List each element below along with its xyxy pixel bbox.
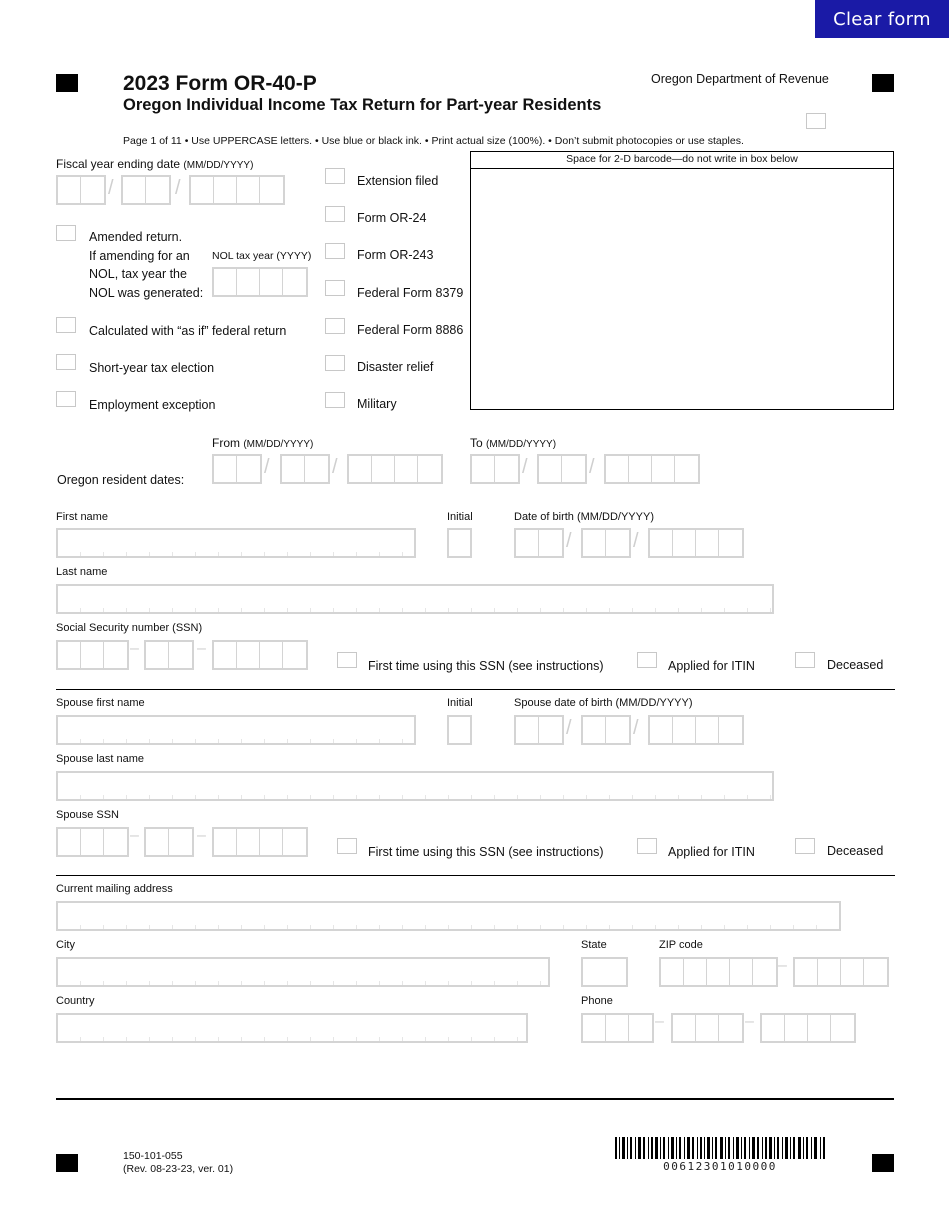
fiscal-month-field[interactable] bbox=[56, 175, 106, 205]
linear-barcode bbox=[615, 1137, 827, 1159]
ssn-label: Social Security number (SSN) bbox=[56, 622, 203, 634]
phone-separator: – bbox=[655, 1013, 664, 1030]
section-divider bbox=[56, 875, 895, 876]
short-year-label: Short-year tax election bbox=[89, 361, 215, 375]
country-label: Country bbox=[56, 995, 95, 1007]
form-revision: (Rev. 08-23-23, ver. 01) bbox=[123, 1163, 234, 1175]
spouse-dob-year-field[interactable] bbox=[648, 715, 744, 745]
fiscal-year-field[interactable] bbox=[189, 175, 285, 205]
or243-label: Form OR-243 bbox=[357, 248, 434, 262]
f8886-checkbox[interactable] bbox=[325, 318, 345, 334]
resident-from-month[interactable] bbox=[212, 454, 262, 484]
resident-to-label: To (MM/DD/YYYY) bbox=[470, 436, 557, 450]
barcode-space-box bbox=[470, 151, 894, 410]
state-label: State bbox=[581, 939, 607, 951]
first-time-ssn-checkbox[interactable] bbox=[337, 652, 357, 668]
mailing-address-field[interactable] bbox=[56, 901, 841, 931]
dob-day-field[interactable] bbox=[581, 528, 631, 558]
spouse-ssn-part2-field[interactable] bbox=[144, 827, 194, 857]
header-checkbox[interactable] bbox=[806, 113, 826, 129]
dob-year-field[interactable] bbox=[648, 528, 744, 558]
spouse-ssn-part3-field[interactable] bbox=[212, 827, 308, 857]
ssn-separator: – bbox=[197, 827, 206, 844]
deceased-label: Deceased bbox=[827, 658, 884, 672]
state-field[interactable] bbox=[581, 957, 628, 987]
date-separator: / bbox=[332, 456, 338, 478]
extension-filed-label: Extension filed bbox=[357, 174, 439, 188]
date-separator: / bbox=[589, 456, 595, 478]
city-field[interactable] bbox=[56, 957, 550, 987]
dob-month-field[interactable] bbox=[514, 528, 564, 558]
spouse-itin-checkbox[interactable] bbox=[637, 838, 657, 854]
footer-divider bbox=[56, 1098, 894, 1100]
form-title: 2023 Form OR-40-P bbox=[123, 72, 317, 95]
date-separator: / bbox=[108, 177, 114, 199]
first-name-field[interactable] bbox=[56, 528, 416, 558]
as-if-label: Calculated with “as if” federal return bbox=[89, 324, 287, 338]
military-label: Military bbox=[357, 397, 397, 411]
employment-exception-checkbox[interactable] bbox=[56, 391, 76, 407]
spouse-first-time-ssn-checkbox[interactable] bbox=[337, 838, 357, 854]
spouse-first-name-field[interactable] bbox=[56, 715, 416, 745]
form-instructions: Page 1 of 11 • Use UPPERCASE letters. • Use blue or black ink. • Print actual size (100%). • Don’t submit photocopies or use staples. bbox=[123, 135, 744, 147]
date-separator: / bbox=[175, 177, 181, 199]
registration-mark bbox=[872, 74, 894, 92]
date-separator: / bbox=[633, 530, 639, 552]
military-checkbox[interactable] bbox=[325, 392, 345, 408]
spouse-last-name-field[interactable] bbox=[56, 771, 774, 801]
f8379-checkbox[interactable] bbox=[325, 280, 345, 296]
f8379-label: Federal Form 8379 bbox=[357, 286, 464, 300]
dob-label: Date of birth (MM/DD/YYYY) bbox=[514, 511, 654, 523]
amend-nol-text: If amending for an bbox=[89, 249, 190, 263]
resident-to-year[interactable] bbox=[604, 454, 700, 484]
barcode-space-header: Space for 2-D barcode—do not write in box below bbox=[471, 152, 893, 169]
clear-form-button[interactable]: Clear form bbox=[815, 0, 949, 38]
registration-mark bbox=[56, 1154, 78, 1172]
form-number: 150-101-055 bbox=[123, 1150, 183, 1162]
amended-return-checkbox[interactable] bbox=[56, 225, 76, 241]
date-separator: / bbox=[264, 456, 270, 478]
date-separator: / bbox=[522, 456, 528, 478]
spouse-deceased-label: Deceased bbox=[827, 844, 884, 858]
or24-label: Form OR-24 bbox=[357, 211, 427, 225]
short-year-checkbox[interactable] bbox=[56, 354, 76, 370]
registration-mark bbox=[56, 74, 78, 92]
resident-from-label: From (MM/DD/YYYY) bbox=[212, 436, 314, 450]
ssn-part3-field[interactable] bbox=[212, 640, 308, 670]
first-time-ssn-label: First time using this SSN (see instructions) bbox=[368, 659, 604, 673]
amend-nol-text: NOL was generated: bbox=[89, 286, 204, 300]
deceased-checkbox[interactable] bbox=[795, 652, 815, 668]
nol-year-field[interactable] bbox=[212, 267, 308, 297]
phone-prefix-field[interactable] bbox=[671, 1013, 744, 1043]
resident-to-month[interactable] bbox=[470, 454, 520, 484]
itin-label: Applied for ITIN bbox=[668, 659, 755, 673]
phone-separator: – bbox=[745, 1013, 754, 1030]
nol-year-label: NOL tax year (YYYY) bbox=[212, 250, 312, 262]
initial-field[interactable] bbox=[447, 528, 472, 558]
barcode-number: 00612301010000 bbox=[663, 1160, 777, 1173]
section-divider bbox=[56, 689, 895, 690]
or24-checkbox[interactable] bbox=[325, 206, 345, 222]
fiscal-day-field[interactable] bbox=[121, 175, 171, 205]
initial-label: Initial bbox=[447, 511, 473, 523]
spouse-ssn-part1-field[interactable] bbox=[56, 827, 129, 857]
f8886-label: Federal Form 8886 bbox=[357, 323, 464, 337]
extension-filed-checkbox[interactable] bbox=[325, 168, 345, 184]
itin-checkbox[interactable] bbox=[637, 652, 657, 668]
spouse-first-time-ssn-label: First time using this SSN (see instructions) bbox=[368, 845, 604, 859]
phone-label: Phone bbox=[581, 995, 613, 1007]
date-separator: / bbox=[566, 717, 572, 739]
registration-mark bbox=[872, 1154, 894, 1172]
resident-from-day[interactable] bbox=[280, 454, 330, 484]
ssn-separator: – bbox=[197, 640, 206, 657]
city-label: City bbox=[56, 939, 75, 951]
employment-exception-label: Employment exception bbox=[89, 398, 216, 412]
phone-line-field[interactable] bbox=[760, 1013, 856, 1043]
fiscal-year-label: Fiscal year ending date (MM/DD/YYYY) bbox=[56, 157, 254, 171]
spouse-deceased-checkbox[interactable] bbox=[795, 838, 815, 854]
spouse-dob-month-field[interactable] bbox=[514, 715, 564, 745]
form-subtitle: Oregon Individual Income Tax Return for Part-year Residents bbox=[123, 96, 602, 114]
phone-area-field[interactable] bbox=[581, 1013, 654, 1043]
zip-part1-field[interactable] bbox=[659, 957, 778, 987]
amend-nol-text: NOL, tax year the bbox=[89, 267, 187, 281]
spouse-ssn-label: Spouse SSN bbox=[56, 809, 119, 821]
as-if-checkbox[interactable] bbox=[56, 317, 76, 333]
resident-dates-label: Oregon resident dates: bbox=[57, 473, 185, 487]
resident-from-year[interactable] bbox=[347, 454, 443, 484]
spouse-initial-label: Initial bbox=[447, 697, 473, 709]
spouse-last-name-label: Spouse last name bbox=[56, 753, 145, 765]
spouse-dob-day-field[interactable] bbox=[581, 715, 631, 745]
last-name-label: Last name bbox=[56, 566, 108, 578]
disaster-relief-label: Disaster relief bbox=[357, 360, 434, 374]
spouse-first-name-label: Spouse first name bbox=[56, 697, 145, 709]
ssn-part2-field[interactable] bbox=[144, 640, 194, 670]
spouse-itin-label: Applied for ITIN bbox=[668, 845, 755, 859]
date-separator: / bbox=[566, 530, 572, 552]
date-separator: / bbox=[633, 717, 639, 739]
zip-separator: – bbox=[778, 957, 787, 974]
mailing-address-label: Current mailing address bbox=[56, 883, 173, 895]
spouse-dob-label: Spouse date of birth (MM/DD/YYYY) bbox=[514, 697, 693, 709]
last-name-field[interactable] bbox=[56, 584, 774, 614]
zip-label: ZIP code bbox=[659, 939, 703, 951]
first-name-label: First name bbox=[56, 511, 108, 523]
ssn-separator: – bbox=[130, 827, 139, 844]
zip-part2-field[interactable] bbox=[793, 957, 889, 987]
spouse-initial-field[interactable] bbox=[447, 715, 472, 745]
or243-checkbox[interactable] bbox=[325, 243, 345, 259]
amended-return-label: Amended return. bbox=[89, 230, 183, 244]
ssn-part1-field[interactable] bbox=[56, 640, 129, 670]
disaster-relief-checkbox[interactable] bbox=[325, 355, 345, 371]
department-name: Oregon Department of Revenue bbox=[651, 72, 829, 86]
form-footer bbox=[123, 1150, 233, 1176]
country-field[interactable] bbox=[56, 1013, 528, 1043]
ssn-separator: – bbox=[130, 640, 139, 657]
resident-to-day[interactable] bbox=[537, 454, 587, 484]
